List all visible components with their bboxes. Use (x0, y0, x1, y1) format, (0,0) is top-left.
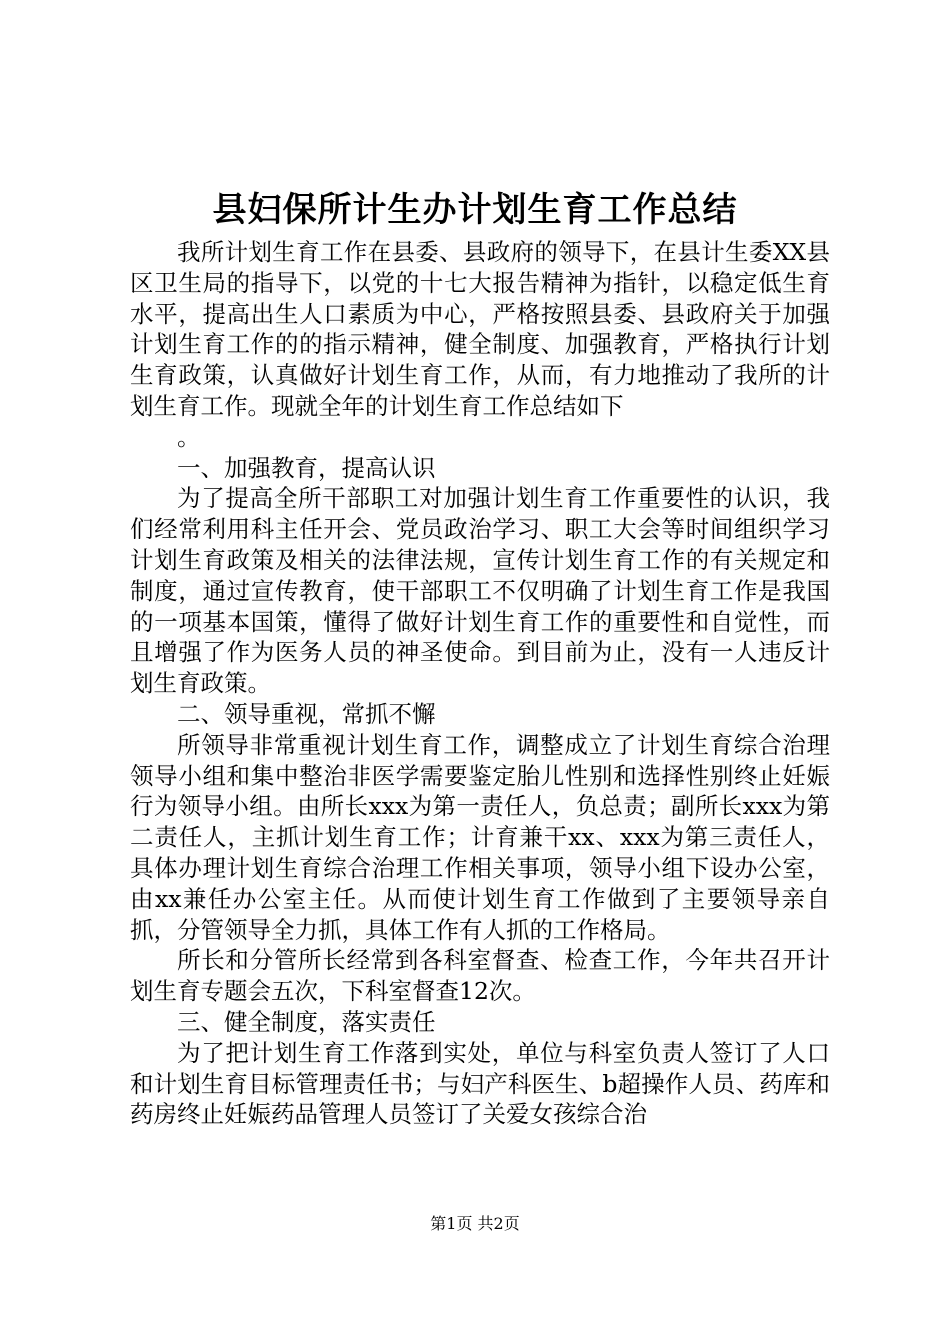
section-heading-3: 三、健全制度，落实责任 (177, 1007, 436, 1036)
section-2-paragraph-1: 所领导非常重视计划生育工作，调整成立了计划生育综合治理领导小组和集中整治非医学需要鉴定胎儿性别和选择性别终止妊娠行为领导小组。由所长xxx为第一责任人，负总责；副所长xxx为第二责任人，主抓计划生育工作；计育兼干xx、xxx为第三责任人，具体办理计划生育综合治理工作相关事项，领导小组下设办公室，由xx兼任办公室主任。从而使计划生育工作做到了主要领导亲自抓，分管领导全力抓，具体工作有人抓的工作格局。 (130, 730, 830, 944)
section-heading-1: 一、加强教育，提高认识 (177, 453, 436, 482)
section-1-paragraph: 为了提高全所干部职工对加强计划生育工作重要性的认识，我们经常利用科主任开会、党员政治学习、职工大会等时间组织学习计划生育政策及相关的法律法规，宣传计划生育工作的有关规定和制度，通过宣传教育，使干部职工不仅明确了计划生育工作是我国的一项基本国策，懂得了做好计划生育工作的重要性和自觉性，而且增强了作为医务人员的神圣使命。到目前为止，没有一人违反计划生育政策。 (130, 484, 830, 698)
intro-paragraph: 我所计划生育工作在县委、县政府的领导下，在县计生委XX县区卫生局的指导下，以党的十七大报告精神为指针，以稳定低生育水平，提高出生人口素质为中心，严格按照县委、县政府关于加强计划生育工作的的指示精神，健全制度、加强教育，严格执行计划生育政策，认真做好计划生育工作，从而，有力地推动了我所的计划生育工作。现就全年的计划生育工作总结如下 (130, 238, 830, 420)
document-body (130, 237, 830, 1130)
section-3-paragraph: 为了把计划生育工作落到实处，单位与科室负责人签订了人口和计划生育目标管理责任书；与妇产科医生、b超操作人员、药库和药房终止妊娠药品管理人员签订了关爱女孩综合治 (130, 1038, 830, 1129)
section-2-paragraph-2: 所长和分管所长经常到各科室督查、检查工作，今年共召开计划生育专题会五次，下科室督查12次。 (130, 946, 830, 1006)
intro-paragraph-end: 。 (177, 422, 201, 451)
document-title: 县妇保所计生办计划生育工作总结 (212, 190, 738, 230)
page-footer: 第1页 共2页 (430, 1214, 520, 1233)
section-heading-2: 二、领导重视，常抓不懈 (177, 699, 436, 728)
